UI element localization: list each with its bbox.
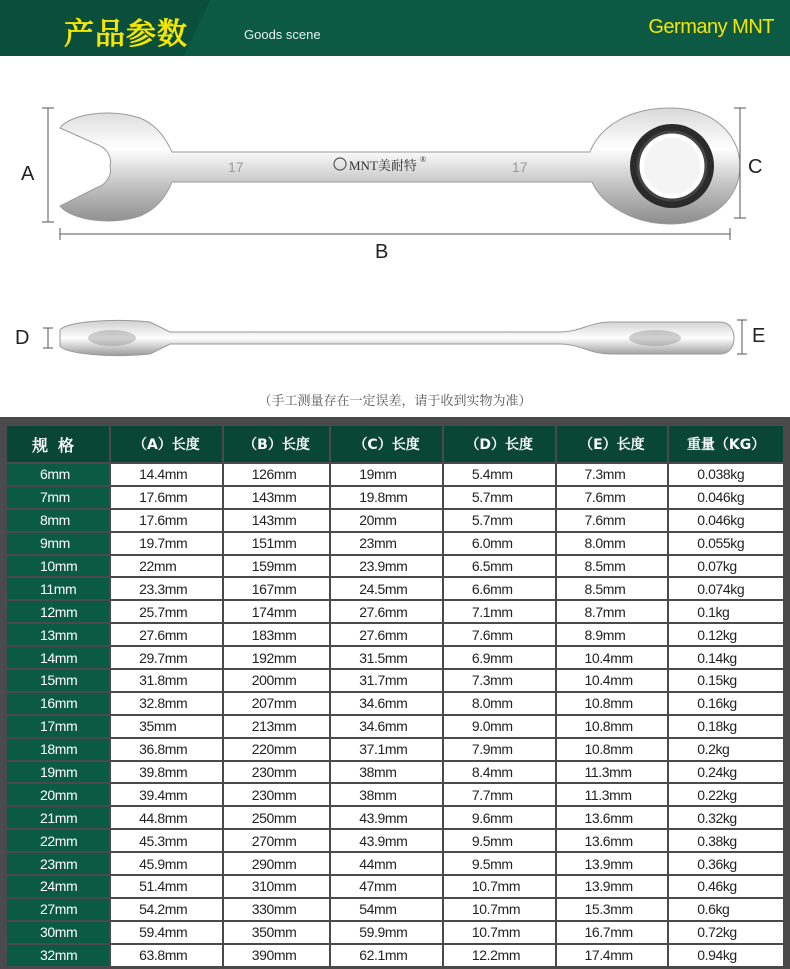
cell-weight: 0.074kg [669,578,783,599]
table-row [7,876,783,897]
cell-a-length: 63.8mm [111,945,222,966]
cell-b-length: 143mm [224,510,330,531]
cell-d-length: 10.7mm [444,899,555,920]
cell-b-length: 143mm [224,487,330,508]
cell-spec: 16mm [7,693,109,714]
brand-name: Germany MNT [648,16,774,38]
cell-a-length: 54.2mm [111,899,222,920]
header-e-length: （E）长度 [557,426,668,462]
cell-weight: 0.046kg [669,510,783,531]
table-row [7,487,783,508]
cell-spec: 18mm [7,739,109,760]
cell-a-length: 23.3mm [111,578,222,599]
cell-a-length: 35mm [111,716,222,737]
table-row [7,899,783,920]
cell-c-length: 54mm [331,899,442,920]
cell-a-length: 14.4mm [111,464,222,485]
wrench-logo-text: MNT美耐特 [349,158,417,173]
cell-d-length: 7.3mm [444,670,555,691]
cell-b-length: 230mm [224,762,330,783]
measurement-note: （手工测量存在一定误差，请于收到实物为准） [258,394,532,409]
cell-b-length: 290mm [224,853,330,874]
cell-d-length: 8.0mm [444,693,555,714]
table-row [7,578,783,599]
table-row [7,464,783,485]
header-weight: 重量（KG） [669,426,783,462]
cell-a-length: 32.8mm [111,693,222,714]
cell-d-length: 6.0mm [444,533,555,554]
table-row [7,853,783,874]
label-e: E [752,325,766,347]
header-a-length: （A）长度 [111,426,222,462]
cell-d-length: 9.5mm [444,853,555,874]
cell-a-length: 59.4mm [111,922,222,943]
cell-e-length: 7.3mm [557,464,668,485]
table-row [7,807,783,828]
cell-b-length: 192mm [224,647,330,668]
cell-a-length: 19.7mm [111,533,222,554]
size-mark-right: 17 [512,159,528,175]
cell-e-length: 8.7mm [557,601,668,622]
cell-d-length: 7.1mm [444,601,555,622]
cell-b-length: 174mm [224,601,330,622]
cell-e-length: 8.0mm [557,533,668,554]
cell-weight: 0.38kg [669,830,783,851]
cell-a-length: 17.6mm [111,510,222,531]
cell-spec: 14mm [7,647,109,668]
cell-weight: 0.16kg [669,693,783,714]
cell-spec: 8mm [7,510,109,531]
cell-weight: 0.36kg [669,853,783,874]
cell-c-length: 43.9mm [331,807,442,828]
cell-c-length: 34.6mm [331,716,442,737]
table-row [7,922,783,943]
cell-a-length: 27.6mm [111,624,222,645]
label-d: D [15,327,30,349]
cell-b-length: 330mm [224,899,330,920]
cell-weight: 0.14kg [669,647,783,668]
cell-e-length: 17.4mm [557,945,668,966]
cell-c-length: 31.7mm [331,670,442,691]
cell-a-length: 39.8mm [111,762,222,783]
banner-subtitle: Goods scene [244,27,321,42]
cell-spec: 24mm [7,876,109,897]
cell-d-length: 9.6mm [444,807,555,828]
cell-weight: 0.046kg [669,487,783,508]
cell-d-length: 5.7mm [444,510,555,531]
table-row [7,716,783,737]
cell-spec: 23mm [7,853,109,874]
cell-spec: 11mm [7,578,109,599]
wrench-top-view [60,108,740,224]
label-c: C [748,156,763,178]
cell-spec: 10mm [7,556,109,577]
cell-c-length: 24.5mm [331,578,442,599]
cell-e-length: 7.6mm [557,510,668,531]
cell-c-length: 20mm [331,510,442,531]
cell-a-length: 17.6mm [111,487,222,508]
cell-b-length: 159mm [224,556,330,577]
cell-e-length: 11.3mm [557,762,668,783]
label-b: B [375,241,389,263]
label-a: A [21,163,35,185]
cell-spec: 27mm [7,899,109,920]
cell-e-length: 10.8mm [557,693,668,714]
cell-e-length: 11.3mm [557,784,668,805]
table-row [7,945,783,966]
cell-spec: 32mm [7,945,109,966]
cell-a-length: 45.9mm [111,853,222,874]
cell-e-length: 15.3mm [557,899,668,920]
cell-weight: 0.1kg [669,601,783,622]
cell-spec: 7mm [7,487,109,508]
cell-weight: 0.18kg [669,716,783,737]
cell-d-length: 10.7mm [444,922,555,943]
cell-e-length: 8.5mm [557,556,668,577]
registered-mark: ® [420,155,427,164]
cell-spec: 12mm [7,601,109,622]
table-row [7,647,783,668]
table-row [7,830,783,851]
cell-b-length: 183mm [224,624,330,645]
table-row [7,739,783,760]
cell-d-length: 6.5mm [444,556,555,577]
banner-title: 产品参数 [64,17,188,52]
header-spec: 规格 [7,426,109,462]
cell-b-length: 230mm [224,784,330,805]
cell-e-length: 8.9mm [557,624,668,645]
wrench-side-view [60,320,734,355]
cell-d-length: 7.7mm [444,784,555,805]
header-d-length: （D）长度 [444,426,555,462]
table-row [7,670,783,691]
table-row [7,556,783,577]
cell-c-length: 31.5mm [331,647,442,668]
cell-c-length: 44mm [331,853,442,874]
cell-a-length: 45.3mm [111,830,222,851]
cell-d-length: 7.9mm [444,739,555,760]
cell-a-length: 25.7mm [111,601,222,622]
cell-spec: 20mm [7,784,109,805]
header-b-length: （B）长度 [224,426,330,462]
cell-a-length: 44.8mm [111,807,222,828]
cell-weight: 0.6kg [669,899,783,920]
cell-weight: 0.46kg [669,876,783,897]
cell-d-length: 5.7mm [444,487,555,508]
cell-e-length: 7.6mm [557,487,668,508]
table-row [7,510,783,531]
cell-weight: 0.72kg [669,922,783,943]
cell-b-length: 151mm [224,533,330,554]
cell-e-length: 13.9mm [557,853,668,874]
table-row [7,624,783,645]
cell-a-length: 22mm [111,556,222,577]
cell-d-length: 10.7mm [444,876,555,897]
cell-weight: 0.22kg [669,784,783,805]
cell-c-length: 37.1mm [331,739,442,760]
cell-e-length: 13.9mm [557,876,668,897]
cell-e-length: 13.6mm [557,830,668,851]
cell-b-length: 126mm [224,464,330,485]
cell-spec: 30mm [7,922,109,943]
table-row [7,762,783,783]
cell-spec: 22mm [7,830,109,851]
cell-spec: 9mm [7,533,109,554]
cell-a-length: 36.8mm [111,739,222,760]
cell-e-length: 10.4mm [557,647,668,668]
cell-d-length: 6.9mm [444,647,555,668]
cell-e-length: 10.4mm [557,670,668,691]
cell-a-length: 39.4mm [111,784,222,805]
cell-weight: 0.07kg [669,556,783,577]
dimension-e [737,320,747,354]
spec-table-container [0,417,790,969]
table-row [7,693,783,714]
table-body [7,464,783,966]
cell-weight: 0.038kg [669,464,783,485]
cell-b-length: 167mm [224,578,330,599]
cell-b-length: 390mm [224,945,330,966]
cell-b-length: 310mm [224,876,330,897]
spec-table [5,424,785,968]
header-c-length: （C）长度 [331,426,442,462]
cell-weight: 0.24kg [669,762,783,783]
cell-d-length: 9.0mm [444,716,555,737]
cell-b-length: 270mm [224,830,330,851]
table-row [7,533,783,554]
cell-b-length: 350mm [224,922,330,943]
cell-d-length: 7.6mm [444,624,555,645]
cell-c-length: 43.9mm [331,830,442,851]
cell-spec: 21mm [7,807,109,828]
dimension-b [60,228,730,240]
cell-c-length: 23mm [331,533,442,554]
cell-e-length: 10.8mm [557,716,668,737]
size-mark-left: 17 [228,159,244,175]
cell-spec: 13mm [7,624,109,645]
wrench-illustration [0,56,790,396]
cell-e-length: 13.6mm [557,807,668,828]
cell-b-length: 200mm [224,670,330,691]
cell-c-length: 27.6mm [331,601,442,622]
cell-d-length: 8.4mm [444,762,555,783]
cell-d-length: 9.5mm [444,830,555,851]
cell-spec: 15mm [7,670,109,691]
cell-weight: 0.055kg [669,533,783,554]
cell-a-length: 51.4mm [111,876,222,897]
cell-c-length: 19mm [331,464,442,485]
wrench-figure [0,56,790,416]
cell-spec: 17mm [7,716,109,737]
cell-c-length: 47mm [331,876,442,897]
cell-c-length: 23.9mm [331,556,442,577]
table-row [7,784,783,805]
cell-weight: 0.15kg [669,670,783,691]
cell-b-length: 250mm [224,807,330,828]
cell-c-length: 27.6mm [331,624,442,645]
cell-a-length: 31.8mm [111,670,222,691]
table-header-row [7,426,783,462]
cell-e-length: 8.5mm [557,578,668,599]
cell-d-length: 6.6mm [444,578,555,599]
cell-c-length: 38mm [331,784,442,805]
cell-b-length: 220mm [224,739,330,760]
cell-b-length: 213mm [224,716,330,737]
cell-c-length: 19.8mm [331,487,442,508]
cell-spec: 19mm [7,762,109,783]
cell-weight: 0.32kg [669,807,783,828]
dimension-d [43,328,53,348]
cell-c-length: 62.1mm [331,945,442,966]
cell-weight: 0.2kg [669,739,783,760]
cell-e-length: 16.7mm [557,922,668,943]
cell-weight: 0.12kg [669,624,783,645]
cell-d-length: 12.2mm [444,945,555,966]
header-banner [0,0,790,56]
cell-d-length: 5.4mm [444,464,555,485]
cell-c-length: 38mm [331,762,442,783]
cell-c-length: 59.9mm [331,922,442,943]
cell-weight: 0.94kg [669,945,783,966]
table-row [7,601,783,622]
cell-c-length: 34.6mm [331,693,442,714]
cell-spec: 6mm [7,464,109,485]
cell-b-length: 207mm [224,693,330,714]
cell-a-length: 29.7mm [111,647,222,668]
dimension-a [42,108,54,222]
cell-e-length: 10.8mm [557,739,668,760]
